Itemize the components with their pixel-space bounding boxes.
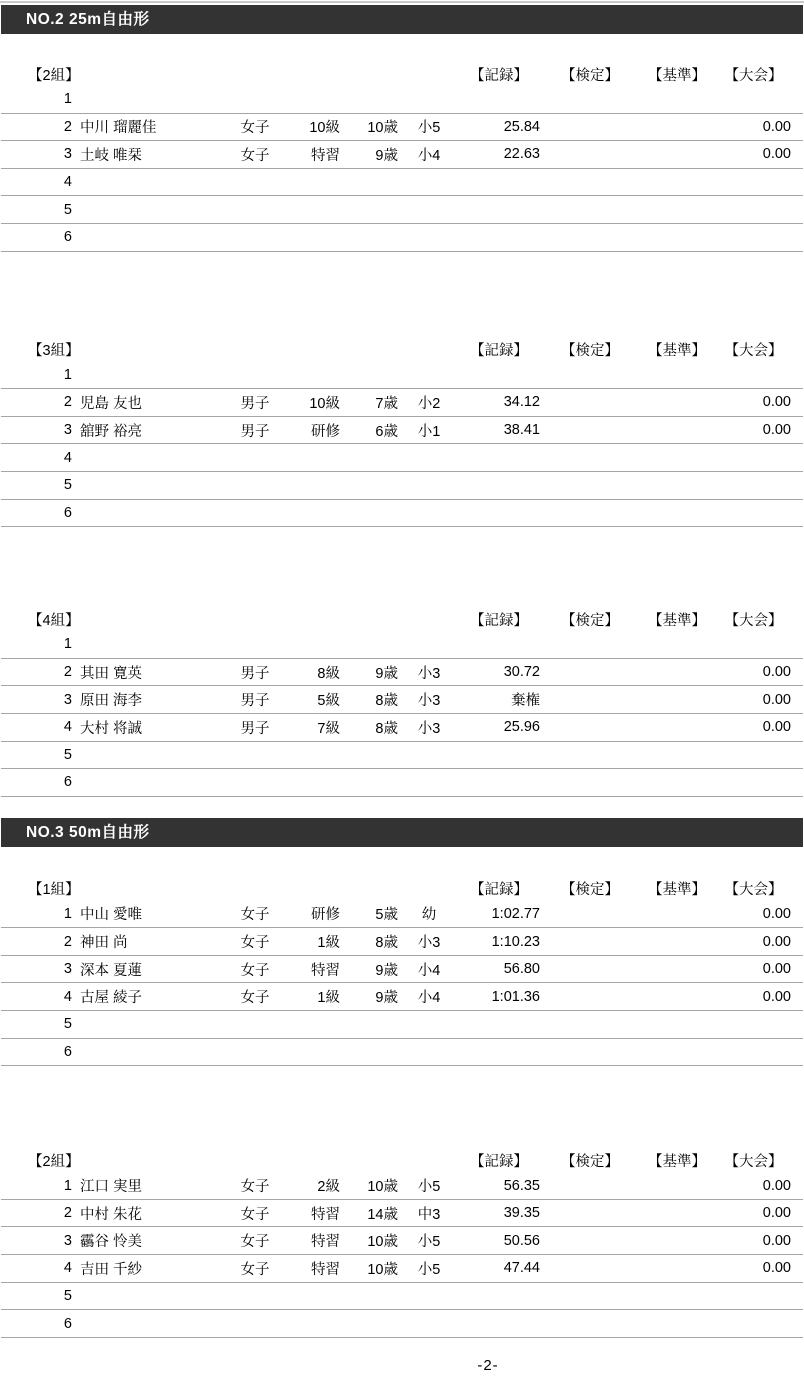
record-time: 56.80: [503, 961, 540, 978]
record-time: 棄権: [511, 693, 540, 710]
school-grade: 小3: [417, 720, 441, 737]
skill-level: 特習: [311, 962, 340, 979]
record-time: 25.84: [503, 118, 540, 135]
school-grade: 小1: [417, 423, 441, 440]
lane-row: [1, 114, 803, 142]
taikai-column-header: 【大会】: [724, 882, 783, 899]
kentei-column-header: 【検定】: [561, 1153, 619, 1170]
lane-number: 5: [63, 477, 72, 494]
kijun-column-header: 【基準】: [648, 67, 706, 84]
taikai-points: 0.00: [762, 118, 791, 135]
swimmer-name: 児島 友也: [80, 395, 143, 412]
lane-number: 6: [63, 1315, 72, 1332]
lane-number: 4: [63, 988, 72, 1005]
record-time: 1:01.36: [491, 988, 540, 1005]
lane-row: [1, 169, 803, 197]
swimmer-name: 舘野 裕亮: [80, 423, 143, 440]
kentei-column-header: 【検定】: [561, 67, 619, 84]
school-grade: 小5: [417, 1179, 441, 1196]
taikai-points: 0.00: [762, 394, 791, 411]
record-time: 34.12: [503, 394, 540, 411]
lane-number: 2: [63, 664, 72, 681]
taikai-points: 0.00: [762, 905, 791, 922]
kijun-column-header: 【基準】: [648, 1153, 706, 1170]
taikai-points: 0.00: [762, 146, 791, 163]
kijun-column-header: 【基準】: [648, 343, 706, 360]
school-grade: 小2: [417, 395, 441, 412]
gender: 男子: [240, 665, 270, 682]
age: 8歳: [375, 935, 398, 952]
lane-row: [1, 742, 803, 770]
lane-row: [1, 500, 803, 528]
skill-level: 特習: [311, 1234, 340, 1251]
swimmer-name: 中川 瑠麗佳: [80, 120, 157, 137]
record-time: 22.63: [503, 146, 540, 163]
heat-section: [0, 338, 804, 528]
lane-row: [1, 86, 803, 114]
lane-number: 1: [63, 1177, 72, 1194]
age: 10歳: [367, 1234, 398, 1251]
lane-number: 6: [63, 229, 72, 246]
kentei-column-header: 【検定】: [561, 612, 619, 629]
lane-number: 2: [63, 1205, 72, 1222]
lane-row: [1, 472, 803, 500]
swimmer-name: 古屋 綾子: [80, 990, 143, 1007]
record-time: 50.56: [503, 1232, 540, 1249]
record-column-header: 【記録】: [470, 612, 528, 629]
lane-row: [1, 714, 803, 742]
record-time: 1:10.23: [491, 933, 540, 950]
lane-number: 1: [63, 91, 72, 108]
taikai-points: 0.00: [762, 422, 791, 439]
taikai-points: 0.00: [762, 664, 791, 681]
lane-number: 4: [63, 174, 72, 191]
school-grade: 小5: [417, 120, 441, 137]
school-grade: 小4: [417, 990, 441, 1007]
lane-number: 2: [63, 118, 72, 135]
page-number: -2-: [477, 1356, 499, 1374]
lane-number: 4: [63, 1260, 72, 1277]
skill-level: 特習: [311, 1261, 340, 1278]
lane-row: [1, 983, 803, 1011]
age: 9歳: [375, 665, 398, 682]
age: 6歳: [375, 423, 398, 440]
age: 9歳: [375, 990, 398, 1007]
lane-number: 4: [63, 449, 72, 466]
lane-number: 6: [63, 504, 72, 521]
age: 5歳: [375, 907, 398, 924]
heat-header-row: [0, 607, 804, 631]
lane-row: [1, 686, 803, 714]
kentei-column-header: 【検定】: [561, 343, 619, 360]
heat-section: [0, 1148, 804, 1338]
lane-number: 5: [63, 201, 72, 218]
gender: 女子: [240, 1261, 270, 1278]
lane-number: 5: [63, 746, 72, 763]
skill-level: 特習: [311, 147, 340, 164]
lane-row: [1, 1310, 803, 1338]
lane-number: 4: [63, 719, 72, 736]
skill-level: 研修: [311, 423, 340, 440]
lane-row: [1, 769, 803, 797]
heat-label: 【2組】: [28, 1153, 80, 1170]
gender: 男子: [240, 423, 270, 440]
lane-number: 1: [63, 905, 72, 922]
lane-number: 6: [63, 1043, 72, 1060]
lane-row: [1, 1200, 803, 1228]
lane-row: [1, 389, 803, 417]
school-grade: 小4: [417, 962, 441, 979]
record-time: 47.44: [503, 1260, 540, 1277]
record-column-header: 【記録】: [470, 882, 528, 899]
taikai-points: 0.00: [762, 1177, 791, 1194]
swimmer-name: 中山 愛唯: [80, 907, 143, 924]
heat-section: [0, 62, 804, 252]
lane-row: [1, 956, 803, 984]
lane-number: 6: [63, 774, 72, 791]
skill-level: 特習: [311, 1206, 340, 1223]
school-grade: 小4: [417, 147, 441, 164]
age: 9歳: [375, 962, 398, 979]
record-time: 25.96: [503, 719, 540, 736]
gender: 女子: [240, 1234, 270, 1251]
age: 8歳: [375, 693, 398, 710]
gender: 女子: [240, 962, 270, 979]
age: 14歳: [367, 1206, 398, 1223]
lane-row: [1, 1172, 803, 1200]
heat-label: 【1組】: [28, 882, 80, 899]
lane-row: [1, 1011, 803, 1039]
swimmer-name: 吉田 千紗: [80, 1261, 143, 1278]
gender: 女子: [240, 147, 270, 164]
swimmer-name: 原田 海李: [80, 693, 143, 710]
gender: 男子: [240, 693, 270, 710]
school-grade: 小3: [417, 935, 441, 952]
heat-header-row: [0, 338, 804, 362]
heat-header-row: [0, 1148, 804, 1172]
heat-header-row: [0, 877, 804, 901]
skill-level: 7級: [317, 720, 340, 737]
taikai-points: 0.00: [762, 1205, 791, 1222]
event-title-bar: NO.3 50m自由形: [1, 818, 803, 847]
lane-row: [1, 224, 803, 252]
record-column-header: 【記録】: [470, 1153, 528, 1170]
age: 10歳: [367, 120, 398, 137]
gender: 女子: [240, 935, 270, 952]
heat-header-row: [0, 62, 804, 86]
age: 10歳: [367, 1261, 398, 1278]
lane-number: 3: [63, 961, 72, 978]
lane-number: 2: [63, 933, 72, 950]
school-grade: 小3: [417, 693, 441, 710]
lane-number: 3: [63, 691, 72, 708]
record-column-header: 【記録】: [470, 343, 528, 360]
swimmer-name: 大村 将誠: [80, 720, 143, 737]
record-time: 56.35: [503, 1177, 540, 1194]
heat-label: 【3組】: [28, 343, 80, 360]
record-time: 38.41: [503, 422, 540, 439]
lane-number: 2: [63, 394, 72, 411]
skill-level: 2級: [317, 1179, 340, 1196]
skill-level: 研修: [311, 907, 340, 924]
school-grade: 小5: [417, 1234, 441, 1251]
gender: 女子: [240, 907, 270, 924]
gender: 女子: [240, 1179, 270, 1196]
lane-number: 3: [63, 422, 72, 439]
skill-level: 8級: [317, 665, 340, 682]
taikai-points: 0.00: [762, 691, 791, 708]
lane-row: [1, 141, 803, 169]
gender: 女子: [240, 1206, 270, 1223]
taikai-points: 0.00: [762, 933, 791, 950]
swimmer-name: 神田 尚: [80, 935, 128, 952]
lane-number: 5: [63, 1287, 72, 1304]
taikai-points: 0.00: [762, 988, 791, 1005]
school-grade: 小5: [417, 1261, 441, 1278]
taikai-points: 0.00: [762, 1232, 791, 1249]
heat-section: [0, 607, 804, 797]
school-grade: 中3: [417, 1206, 441, 1223]
kijun-column-header: 【基準】: [648, 612, 706, 629]
taikai-points: 0.00: [762, 961, 791, 978]
lane-row: [1, 1255, 803, 1283]
age: 7歳: [375, 395, 398, 412]
gender: 女子: [240, 120, 270, 137]
lane-row: [1, 1039, 803, 1067]
gender: 男子: [240, 395, 270, 412]
lane-row: [1, 901, 803, 929]
lane-row: [1, 196, 803, 224]
skill-level: 5級: [317, 693, 340, 710]
taikai-points: 0.00: [762, 719, 791, 736]
lane-number: 1: [63, 636, 72, 653]
swimmer-name: 土岐 唯栞: [80, 147, 143, 164]
skill-level: 1級: [317, 990, 340, 1007]
lane-row: [1, 444, 803, 472]
lane-row: [1, 928, 803, 956]
lane-number: 3: [63, 146, 72, 163]
taikai-column-header: 【大会】: [724, 67, 783, 84]
lane-number: 1: [63, 366, 72, 383]
lane-row: [1, 362, 803, 390]
skill-level: 1級: [317, 935, 340, 952]
taikai-column-header: 【大会】: [724, 612, 783, 629]
school-grade: 幼: [421, 907, 437, 924]
record-time: 39.35: [503, 1205, 540, 1222]
lane-number: 5: [63, 1016, 72, 1033]
gender: 女子: [240, 990, 270, 1007]
record-time: 30.72: [503, 664, 540, 681]
gender: 男子: [240, 720, 270, 737]
heat-label: 【2組】: [28, 67, 80, 84]
page-top-rule: [0, 1, 804, 3]
lane-row: [1, 1283, 803, 1311]
heat-section: [0, 877, 804, 1067]
taikai-points: 0.00: [762, 1260, 791, 1277]
taikai-column-header: 【大会】: [724, 1153, 783, 1170]
taikai-column-header: 【大会】: [724, 343, 783, 360]
kentei-column-header: 【検定】: [561, 882, 619, 899]
lane-row: [1, 1227, 803, 1255]
event-title-bar: NO.2 25m自由形: [1, 5, 803, 34]
swimmer-name: 靏谷 怜美: [80, 1234, 143, 1251]
kijun-column-header: 【基準】: [648, 882, 706, 899]
record-column-header: 【記録】: [470, 67, 528, 84]
skill-level: 10級: [309, 120, 340, 137]
lane-row: [1, 631, 803, 659]
record-time: 1:02.77: [491, 905, 540, 922]
age: 8歳: [375, 720, 398, 737]
age: 10歳: [367, 1179, 398, 1196]
lane-row: [1, 659, 803, 687]
swimmer-name: 江口 実里: [80, 1179, 143, 1196]
skill-level: 10級: [309, 395, 340, 412]
lane-number: 3: [63, 1232, 72, 1249]
heat-label: 【4組】: [28, 612, 80, 629]
school-grade: 小3: [417, 665, 441, 682]
results-document: [0, 5, 804, 1338]
swimmer-name: 其田 寛英: [80, 665, 143, 682]
age: 9歳: [375, 147, 398, 164]
lane-row: [1, 417, 803, 445]
swimmer-name: 深本 夏蓮: [80, 962, 143, 979]
swimmer-name: 中村 朱花: [80, 1206, 143, 1223]
